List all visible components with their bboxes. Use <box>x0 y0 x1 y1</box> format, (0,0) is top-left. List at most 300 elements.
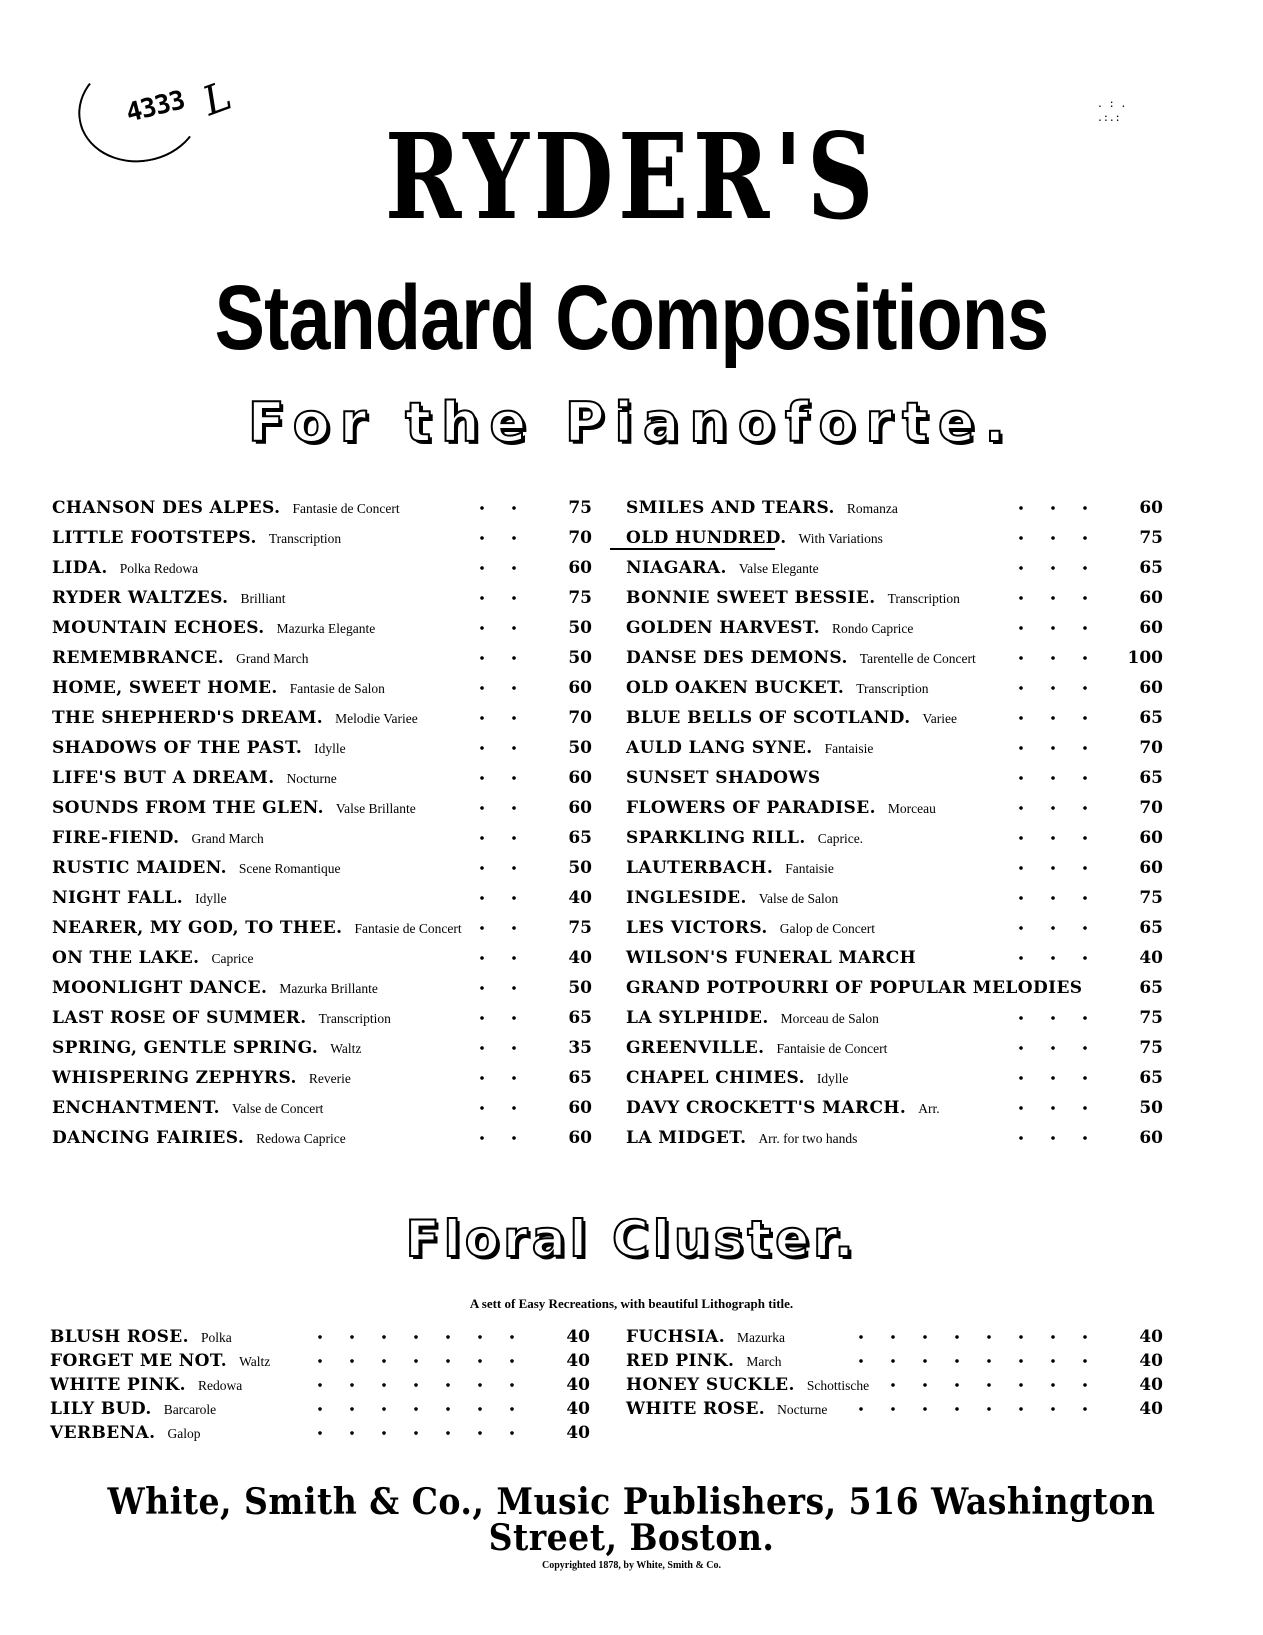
composition-row <box>626 678 1163 708</box>
composition-price: 50 <box>568 618 592 638</box>
composition-row <box>626 738 1163 768</box>
composition-style: Fantasie de Concert <box>292 501 400 516</box>
composition-row <box>52 1068 592 1098</box>
composition-row <box>626 708 1163 738</box>
composition-row <box>52 888 592 918</box>
composition-price: 60 <box>1139 618 1163 638</box>
composition-row <box>52 738 592 768</box>
composition-style: Idylle <box>314 741 346 756</box>
composition-title <box>52 1068 351 1088</box>
composition-style: Nocturne <box>286 771 337 786</box>
composition-name: SHADOWS OF THE PAST. <box>52 738 303 758</box>
composition-title <box>52 648 308 668</box>
leader-dots <box>1006 952 1101 964</box>
composition-price: 50 <box>568 738 592 758</box>
leader-dots <box>310 1379 528 1391</box>
composition-title <box>626 1327 785 1347</box>
leader-dots <box>452 652 530 664</box>
composition-row <box>626 978 1163 1008</box>
composition-price: 70 <box>1139 738 1163 758</box>
composition-row <box>52 828 592 858</box>
composition-name: LIFE'S BUT A DREAM. <box>52 768 275 788</box>
composition-style: Fantasie de Salon <box>289 681 385 696</box>
composition-title <box>50 1327 232 1347</box>
composition-name: DANCING FAIRIES. <box>52 1128 245 1148</box>
leader-dots <box>1006 862 1101 874</box>
composition-price: 60 <box>568 768 592 788</box>
composition-style: Redowa Caprice <box>256 1131 346 1146</box>
leader-dots <box>310 1427 528 1439</box>
leader-dots <box>452 892 530 904</box>
leader-dots <box>879 1379 1101 1391</box>
composition-name: WILSON'S FUNERAL MARCH <box>626 948 917 968</box>
leader-dots <box>1006 1132 1101 1144</box>
composition-price: 40 <box>568 888 592 908</box>
composition-name: GRAND POTPOURRI OF POPULAR MELODIES <box>626 978 1083 998</box>
composition-price: 60 <box>568 1098 592 1118</box>
composition-name: FIRE-FIEND. <box>52 828 180 848</box>
leader-dots <box>452 832 530 844</box>
composition-row <box>52 528 592 558</box>
composition-name: ENCHANTMENT. <box>52 1098 220 1118</box>
composition-price: 75 <box>568 918 592 938</box>
composition-name: LAST ROSE OF SUMMER. <box>52 1008 307 1028</box>
composition-row <box>50 1375 590 1399</box>
composition-row <box>52 1098 592 1128</box>
composition-price: 40 <box>1139 1375 1163 1395</box>
composition-name: CHAPEL CHIMES. <box>626 1068 805 1088</box>
composition-price: 65 <box>568 1068 592 1088</box>
composition-row <box>626 828 1163 858</box>
leader-dots <box>452 772 530 784</box>
composition-price: 40 <box>1139 1351 1163 1371</box>
composition-name: BLUSH ROSE. <box>50 1327 189 1347</box>
composition-name: FLOWERS OF PARADISE. <box>626 798 876 818</box>
composition-style: Scene Romantique <box>238 861 341 876</box>
composition-price: 50 <box>568 858 592 878</box>
composition-title <box>52 798 416 818</box>
leader-dots <box>1006 892 1101 904</box>
composition-title <box>626 738 873 758</box>
stamp-number: 4333 <box>123 85 188 129</box>
composition-row <box>626 1068 1163 1098</box>
composition-price: 65 <box>568 828 592 848</box>
composition-price: 65 <box>1139 1068 1163 1088</box>
composition-title <box>52 708 418 728</box>
composition-style: Idylle <box>816 1071 849 1086</box>
composition-style: Valse Elegante <box>738 561 819 576</box>
composition-row <box>626 948 1163 978</box>
composition-row <box>626 1399 1163 1423</box>
composition-row <box>52 948 592 978</box>
composition-row <box>626 1128 1163 1158</box>
composition-title <box>626 528 883 548</box>
composition-title <box>52 858 341 878</box>
composition-row <box>52 708 592 738</box>
composition-title <box>52 918 462 938</box>
composition-price: 60 <box>568 558 592 578</box>
composition-title <box>52 528 341 548</box>
composition-price: 65 <box>1139 708 1163 728</box>
composition-row <box>626 1327 1163 1351</box>
leader-dots <box>856 1355 1101 1367</box>
composition-title <box>52 498 400 518</box>
composition-name: INGLESIDE. <box>626 888 747 908</box>
composition-title <box>52 678 385 698</box>
composition-row <box>50 1423 590 1447</box>
composition-title <box>52 768 337 788</box>
composition-row <box>626 1008 1163 1038</box>
composition-price: 40 <box>566 1327 590 1347</box>
composition-price: 60 <box>568 798 592 818</box>
leader-dots <box>856 1331 1101 1343</box>
composition-price: 100 <box>1127 648 1163 668</box>
leader-dots <box>1006 1072 1101 1084</box>
composition-style: Caprice <box>211 951 254 966</box>
copyright-line: Copyrighted 1878, by White, Smith & Co. <box>542 1560 721 1571</box>
composition-price: 70 <box>1139 798 1163 818</box>
composition-title <box>50 1399 216 1419</box>
composition-style: Fantaisie <box>785 861 834 876</box>
composition-name: WHISPERING ZEPHYRS. <box>52 1068 297 1088</box>
composition-row <box>52 1128 592 1158</box>
composition-row <box>626 528 1163 558</box>
composition-title <box>626 1008 879 1028</box>
composition-name: LAUTERBACH. <box>626 858 774 878</box>
composition-style: Morceau de Salon <box>780 1011 879 1026</box>
leader-dots <box>1006 622 1101 634</box>
composition-style: Melodie Variee <box>335 711 418 726</box>
composition-style: Barcarole <box>163 1402 217 1417</box>
composition-title <box>52 558 198 578</box>
composition-style: Fantaisie de Concert <box>776 1041 888 1056</box>
leader-dots <box>452 952 530 964</box>
composition-title <box>52 618 375 638</box>
composition-title <box>626 798 936 818</box>
leader-dots <box>452 532 530 544</box>
composition-row <box>52 1038 592 1068</box>
leader-dots <box>452 592 530 604</box>
composition-price: 75 <box>1139 1008 1163 1028</box>
composition-name: RED PINK. <box>626 1351 735 1371</box>
composition-name: FORGET ME NOT. <box>50 1351 228 1371</box>
composition-name: SPRING, GENTLE SPRING. <box>52 1038 319 1058</box>
composition-title <box>52 1128 346 1148</box>
corner-mark: . : . .:.: <box>1098 96 1128 124</box>
composition-price: 60 <box>1139 858 1163 878</box>
composition-style: Arr. <box>918 1101 940 1116</box>
composition-name: HONEY SUCKLE. <box>626 1375 795 1395</box>
composition-row <box>52 918 592 948</box>
composition-name: CHANSON DES ALPES. <box>52 498 281 518</box>
composition-price: 60 <box>1139 498 1163 518</box>
composition-price: 75 <box>1139 888 1163 908</box>
composition-title <box>626 768 821 788</box>
subtitle: Standard Compositions <box>214 267 1049 369</box>
composition-row <box>52 648 592 678</box>
composition-title <box>52 978 378 998</box>
composition-price: 70 <box>568 708 592 728</box>
composition-style: Grand March <box>191 831 264 846</box>
composition-name: THE SHEPHERD'S DREAM. <box>52 708 324 728</box>
composition-style: Valse de Salon <box>758 891 839 906</box>
leader-dots <box>452 1132 530 1144</box>
composition-price: 40 <box>566 1423 590 1443</box>
floral-cluster-title: Floral Cluster. <box>405 1210 858 1268</box>
composition-row <box>626 618 1163 648</box>
composition-row <box>52 858 592 888</box>
leader-dots <box>1006 682 1101 694</box>
composition-style: Caprice. <box>817 831 864 846</box>
composition-price: 40 <box>566 1351 590 1371</box>
floral-cluster-description: A sett of Easy Recreations, with beautiful Lithograph title. <box>469 1296 794 1311</box>
composition-title <box>52 1098 323 1118</box>
composition-row <box>52 588 592 618</box>
leader-dots <box>1006 922 1101 934</box>
composition-style: Brilliant <box>240 591 286 606</box>
composition-title <box>626 1038 887 1058</box>
composition-name: DANSE DES DEMONS. <box>626 648 848 668</box>
composition-style: Tarentelle de Concert <box>859 651 976 666</box>
leader-dots <box>452 712 530 724</box>
composition-style: Transcription <box>268 531 342 546</box>
composition-row <box>50 1351 590 1375</box>
composition-title <box>626 828 863 848</box>
composition-title <box>626 498 898 518</box>
composition-title <box>626 1399 827 1419</box>
composition-title <box>50 1423 200 1443</box>
composition-row <box>50 1327 590 1351</box>
composition-row <box>626 918 1163 948</box>
composition-name: SMILES AND TEARS. <box>626 498 835 518</box>
leader-dots <box>856 1403 1101 1415</box>
leader-dots <box>1006 652 1101 664</box>
composition-style: Transcription <box>856 681 929 696</box>
composition-name: LA SYLPHIDE. <box>626 1008 769 1028</box>
main-title: RYDER'S <box>384 107 879 246</box>
composition-name: WHITE ROSE. <box>626 1399 766 1419</box>
leader-dots <box>452 1012 530 1024</box>
composition-row <box>52 798 592 828</box>
leader-dots <box>452 502 530 514</box>
composition-name: BLUE BELLS OF SCOTLAND. <box>626 708 911 728</box>
composition-title <box>626 1098 940 1118</box>
composition-name: GREENVILLE. <box>626 1038 765 1058</box>
pen-underline <box>610 548 775 550</box>
composition-title <box>52 1008 391 1028</box>
composition-name: NIAGARA. <box>626 558 727 578</box>
composition-name: OLD OAKEN BUCKET. <box>626 678 845 698</box>
composition-title <box>626 918 875 938</box>
composition-style: Mazurka Elegante <box>276 621 376 636</box>
composition-title <box>52 1038 361 1058</box>
composition-style: Nocturne <box>777 1402 828 1417</box>
leader-dots <box>1006 1042 1101 1054</box>
leader-dots <box>452 1102 530 1114</box>
composition-style: Idylle <box>195 891 227 906</box>
composition-title <box>52 588 285 608</box>
composition-name: ON THE LAKE. <box>52 948 200 968</box>
composition-style: Fantasie de Concert <box>354 921 462 936</box>
composition-title <box>626 1351 782 1371</box>
composition-name: NEARER, MY GOD, TO THEE. <box>52 918 343 938</box>
leader-dots <box>452 1042 530 1054</box>
composition-style: Valse de Concert <box>231 1101 324 1116</box>
leader-dots <box>452 1072 530 1084</box>
composition-style: Reverie <box>308 1071 351 1086</box>
composition-price: 60 <box>568 1128 592 1148</box>
composition-style: Rondo Caprice <box>832 621 914 636</box>
composition-price: 60 <box>1139 828 1163 848</box>
composition-style: Fantaisie <box>824 741 874 756</box>
composition-price: 65 <box>1139 768 1163 788</box>
composition-name: BONNIE SWEET BESSIE. <box>626 588 876 608</box>
leader-dots <box>310 1331 528 1343</box>
composition-style: Polka Redowa <box>119 561 199 576</box>
leader-dots <box>452 622 530 634</box>
composition-title <box>50 1351 270 1371</box>
composition-price: 60 <box>568 678 592 698</box>
composition-style: Galop de Concert <box>779 921 875 936</box>
composition-name: MOUNTAIN ECHOES. <box>52 618 265 638</box>
composition-price: 60 <box>1139 678 1163 698</box>
composition-style: Mazurka <box>737 1330 786 1345</box>
composition-price: 50 <box>568 978 592 998</box>
composition-style: Grand March <box>236 651 309 666</box>
composition-title <box>626 618 913 638</box>
leader-dots <box>1006 802 1101 814</box>
composition-style: Transcription <box>887 591 960 606</box>
composition-style: Galop <box>167 1426 201 1441</box>
composition-price: 40 <box>566 1399 590 1419</box>
composition-title <box>626 678 929 698</box>
composition-name: RYDER WALTZES. <box>52 588 229 608</box>
composition-row <box>52 678 592 708</box>
stamp-signature: L <box>196 72 238 126</box>
composition-row <box>52 1008 592 1038</box>
leader-dots <box>452 682 530 694</box>
composition-title <box>626 1375 869 1395</box>
composition-row <box>52 558 592 588</box>
composition-price: 75 <box>568 588 592 608</box>
composition-price: 40 <box>1139 948 1163 968</box>
leader-dots <box>452 982 530 994</box>
composition-name: OLD HUNDRED. <box>626 528 787 548</box>
composition-title <box>52 738 346 758</box>
leader-dots <box>452 562 530 574</box>
composition-title <box>626 978 1082 998</box>
composition-name: WHITE PINK. <box>50 1375 187 1395</box>
composition-name: HOME, SWEET HOME. <box>52 678 278 698</box>
leader-dots <box>310 1403 528 1415</box>
leader-dots <box>452 742 530 754</box>
composition-style: Transcription <box>318 1011 391 1026</box>
composition-price: 75 <box>1139 528 1163 548</box>
composition-name: RUSTIC MAIDEN. <box>52 858 227 878</box>
composition-price: 60 <box>1139 588 1163 608</box>
composition-name: GOLDEN HARVEST. <box>626 618 821 638</box>
composition-name: NIGHT FALL. <box>52 888 184 908</box>
leader-dots <box>472 922 530 934</box>
composition-price: 60 <box>1139 1128 1163 1148</box>
composition-name: SUNSET SHADOWS <box>626 768 821 788</box>
composition-style: March <box>746 1354 782 1369</box>
composition-name: SOUNDS FROM THE GLEN. <box>52 798 324 818</box>
composition-style: Arr. for two hands <box>758 1131 858 1146</box>
composition-title <box>626 1068 848 1088</box>
leader-dots <box>1006 1012 1101 1024</box>
composition-name: DAVY CROCKETT'S MARCH. <box>626 1098 907 1118</box>
composition-name: LA MIDGET. <box>626 1128 747 1148</box>
composition-style: Romanza <box>846 501 898 516</box>
composition-name: AULD LANG SYNE. <box>626 738 813 758</box>
composition-price: 40 <box>568 948 592 968</box>
composition-name: SPARKLING RILL. <box>626 828 806 848</box>
composition-row <box>626 1375 1163 1399</box>
leader-dots <box>1006 1102 1101 1114</box>
composition-row <box>52 768 592 798</box>
composition-name: FUCHSIA. <box>626 1327 726 1347</box>
composition-name: LITTLE FOOTSTEPS. <box>52 528 257 548</box>
composition-row <box>626 588 1163 618</box>
leader-dots <box>452 862 530 874</box>
composition-title <box>626 708 957 728</box>
composition-price: 40 <box>1139 1327 1163 1347</box>
composition-price: 35 <box>568 1038 592 1058</box>
composition-style: Waltz <box>239 1354 271 1369</box>
composition-style: Redowa <box>198 1378 243 1393</box>
composition-row <box>626 1351 1163 1375</box>
composition-style: Variee <box>922 711 958 726</box>
composition-row <box>626 888 1163 918</box>
composition-title <box>50 1375 242 1395</box>
composition-style: Valse Brillante <box>335 801 416 816</box>
composition-row <box>626 648 1163 678</box>
publisher-line: White, Smith & Co., Music Publishers, 516 Washington Street, Boston. <box>107 1481 1156 1559</box>
composition-price: 40 <box>566 1375 590 1395</box>
leader-dots <box>310 1355 528 1367</box>
composition-title <box>626 648 976 668</box>
composition-name: LIDA. <box>52 558 108 578</box>
composition-row <box>626 1038 1163 1068</box>
composition-name: MOONLIGHT DANCE. <box>52 978 268 998</box>
composition-row <box>52 978 592 1008</box>
composition-title <box>626 558 819 578</box>
composition-title <box>52 828 264 848</box>
composition-price: 75 <box>1139 1038 1163 1058</box>
composition-style: Polka <box>200 1330 232 1345</box>
composition-style: With Variations <box>798 531 883 546</box>
composition-price: 65 <box>1139 918 1163 938</box>
composition-style: Morceau <box>887 801 936 816</box>
composition-price: 65 <box>1139 558 1163 578</box>
composition-title <box>626 1128 857 1148</box>
composition-price: 75 <box>568 498 592 518</box>
leader-dots <box>1006 712 1101 724</box>
composition-name: LILY BUD. <box>50 1399 152 1419</box>
composition-row <box>52 498 592 528</box>
composition-row <box>50 1399 590 1423</box>
leader-dots <box>1006 592 1101 604</box>
composition-row <box>626 768 1163 798</box>
leader-dots <box>1006 832 1101 844</box>
composition-title <box>626 858 834 878</box>
composition-title <box>52 948 253 968</box>
composition-name: VERBENA. <box>50 1423 156 1443</box>
leader-dots <box>1006 502 1101 514</box>
composition-price: 70 <box>568 528 592 548</box>
composition-title <box>52 888 227 908</box>
